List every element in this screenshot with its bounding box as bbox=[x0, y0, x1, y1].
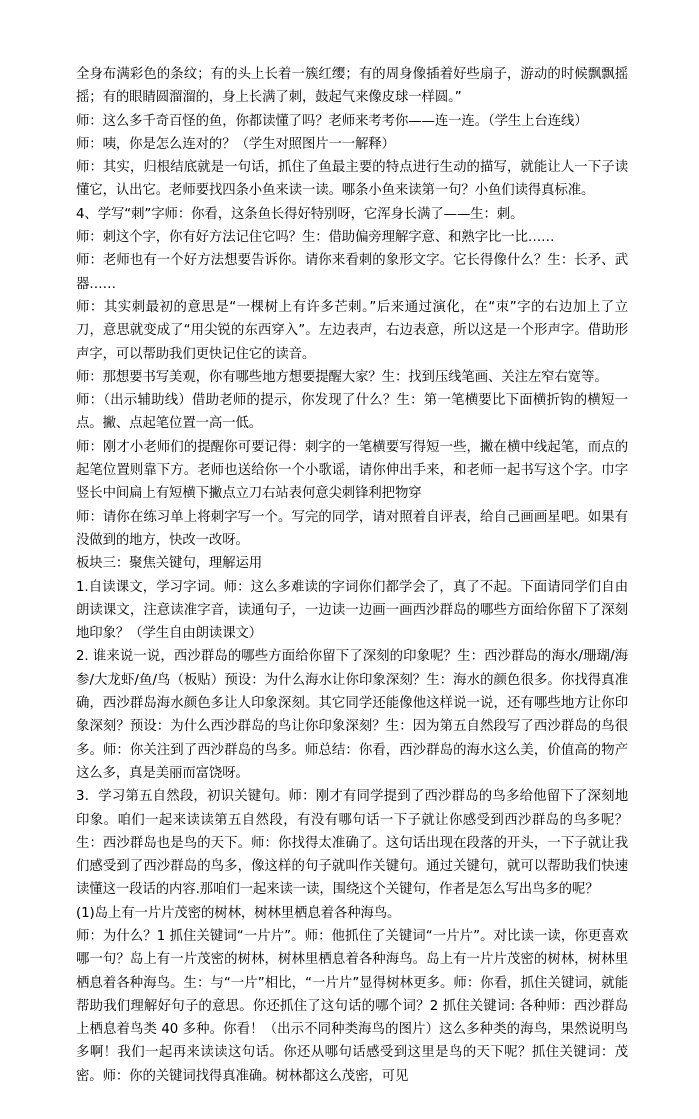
paragraph-pictograph: 师：老师也有一个好方法想要告诉你。请你来看刺的象形文字。它长得像什么？生：长矛、武器…… bbox=[76, 253, 628, 292]
paragraph-keyword-analysis: 师：为什么？1 抓住关键词“一片片”。师：他抓住了关键词“一片片”。对比读一读，你更喜欢哪一句？岛上有一片茂密的树林，树林里栖息着各种海鸟。岛上有一片片茂密的树林，树林里栖息着各种海鸟。生：与“一片”相比，“一片片”显得树林更多。师：你看，抓住关键词，就能帮助我们理解好句子的意思。你还抓住了这句话的哪个词？2 抓住关键词: 各种师：西沙群岛上栖息着鸟类 40 多种。你看！（出示不同种类海鸟的图片）这么多种类的海鸟，果然说明鸟多啊！我们一起再来读读这句话。你还从哪句话感受到这里是鸟的天下呢？抓住关键词：茂密。师：你的关键词找得真准确。树林都这么茂密，可见 bbox=[76, 928, 628, 1084]
paragraph-key-features: 师：其实，归根结底就是一句话，抓住了鱼最主要的特点进行生动的描写，就能让人一下子读懂它，认出它。老师要找四条小鱼来读一读。哪条小鱼来读第一句？小鱼们读得真标准。 bbox=[76, 160, 628, 199]
paragraph-ci-origin: 师：其实刺最初的意思是“一棵树上有许多芒刺。”后来通过演化，在“朿”字的右边加上了立刀，意思就变成了“用尖锐的东西穿入”。左边表声，右边表意，所以这是一个形声字。借助形声字，可以帮助我们更快记住它的读音。 bbox=[76, 299, 628, 362]
document-page bbox=[76, 63, 628, 1088]
paragraph-guide-lines: 师：（出示辅助线）借助老师的提示，你发现了什么？生：第一笔横要比下面横折钩的横短一点。撇、点起笔位置一高一低。 bbox=[76, 393, 628, 432]
paragraph-ci-rhyme: 师：刚才小老师们的提醒你可要记得：刺字的一笔横要写得短一些，撇在横中线起笔，而点的起笔位置则靠下方。老师也送给你一个小歌谣，请你伸出手来，和老师一起书写这个字。巾字竖长中间扁上有短横下撇点立刀右站表何意尖刺锋利把物穿 bbox=[76, 439, 628, 502]
paragraph-self-reading: 1.自读课文，学习字词。师：这么多难读的字词你们都学会了，真了不起。下面请同学们自由朗读课文，注意读准字音，读通句子，一边读一边画一画西沙群岛的哪些方面给你留下了深刻地印象？（学生自由朗读课文） bbox=[76, 579, 628, 642]
paragraph-fifth-section: 3．学习第五自然段，初识关键句。师：刚才有同学提到了西沙群岛的鸟多给他留下了深刻地印象。咱们一起来读读第五自然段，有没有哪句话一下子就让你感受到西沙群岛的鸟多呢？生：西沙群岛也是鸟的天下。师：你找得太准确了。这句话出现在段落的开头，一下子就让我们感受到了西沙群岛的鸟多，像这样的句子就叫作关键句。通过关键句，就可以帮助我们快速读懂这一段话的内容.那咱们一起来读一读，围绕这个关键句，作者是怎么写出鸟多的呢？ bbox=[76, 789, 628, 898]
paragraph-remember-ci: 师：刺这个字，你有好方法记住它吗？生：借助偏旁理解字意、和熟字比一比…… bbox=[76, 230, 555, 246]
paragraph-practice-sheet: 师：请你在练习单上将刺字写一个。写完的同学，请对照着自评表，给自己画画星吧。如果有没做到的地方，快改一改呀。 bbox=[76, 509, 628, 548]
section-heading-three: 板块三：聚焦关键句，理解运用 bbox=[76, 556, 263, 572]
paragraph-write-ci-heading: 4、学写“刺”字师：你看，这条鱼长得好特别呀，它浑身长满了——生：刺。 bbox=[76, 206, 524, 222]
paragraph-island-sentence: (1)岛上有一片片茂密的树林，树林里栖息着各种海鸟。 bbox=[76, 905, 401, 921]
paragraph-fish-description: 全身布满彩色的条纹；有的头上长着一簇红缨；有的周身像插着好些扇子，游动的时候飘飘摇摇；有的眼睛圆溜溜的，身上长满了刺，鼓起气来像皮球一样圆。” bbox=[76, 67, 628, 106]
paragraph-matching-activity: 师：这么多千奇百怪的鱼，你都读懂了吗？老师来考考你——连一连。（学生上台连线） bbox=[76, 113, 588, 129]
paragraph-explanation-question: 师：咦，你是怎么连对的？（学生对照图片一一解释） bbox=[76, 136, 395, 152]
paragraph-impressions: 2. 谁来说一说，西沙群岛的哪些方面给你留下了深刻的印象呢？生：西沙群岛的海水/珊瑚/海参/大龙虾/鱼/鸟（板贴）预设：为什么海水让你印象深刻？生：海水的颜色很多。你找得真准确，西沙群岛海水颜色多让人印象深刻。其它同学还能像他这样说一说，还有哪些地方让你印象深刻？预设：为什么西沙群岛的鸟让你印象深刻？生：因为第五自然段写了西沙群岛的鸟很多。师：你关注到了西沙群岛的鸟多。师总结：你看，西沙群岛的海水这么美，价值高的物产这么多，真是美丽而富饶呀。 bbox=[76, 649, 628, 781]
paragraph-writing-tips: 师：那想要书写美观，你有哪些地方想要提醒大家？生：找到压线笔画、关注左窄右宽等。 bbox=[76, 369, 608, 385]
